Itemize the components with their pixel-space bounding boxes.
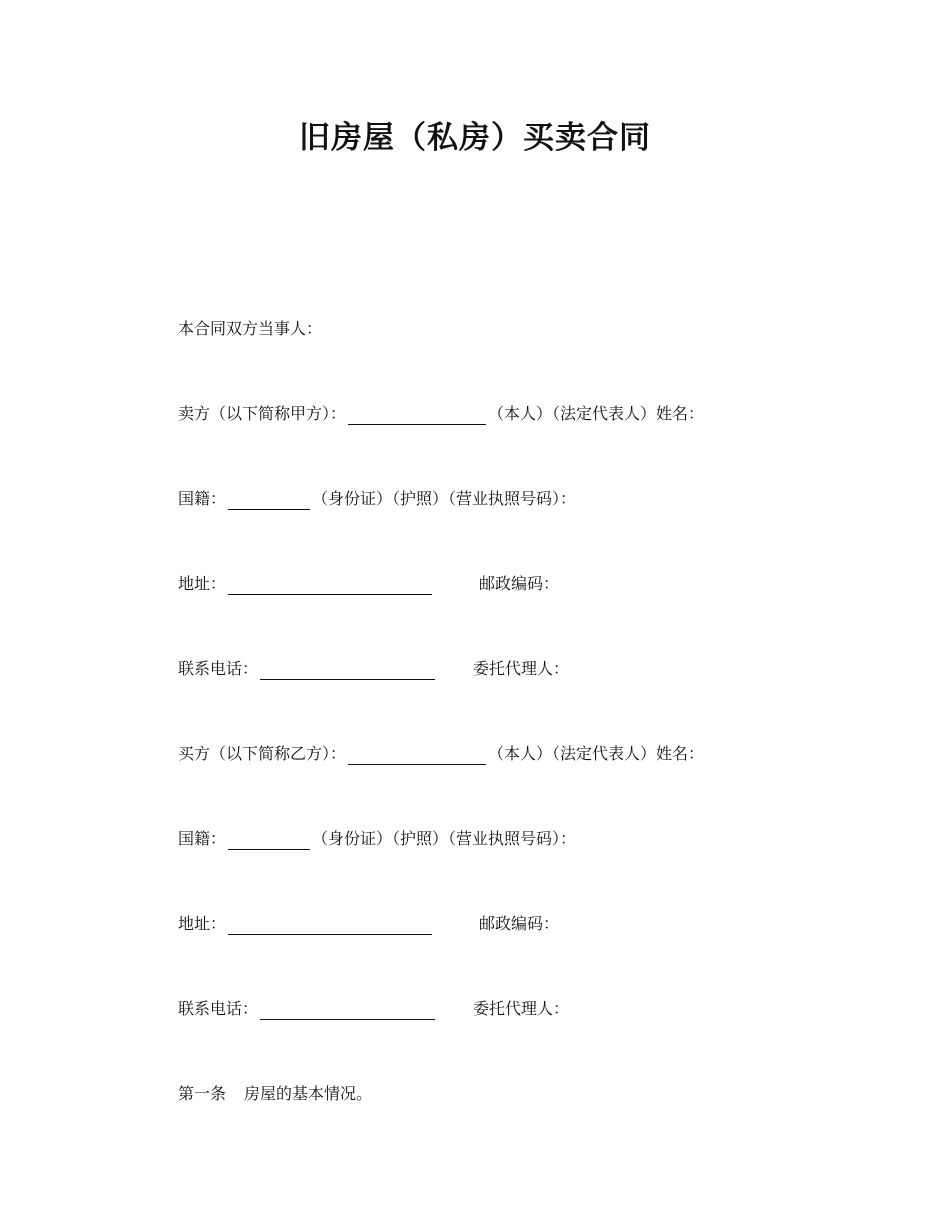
seller-address-blank[interactable]: [228, 578, 432, 595]
seller-nationality-label: 国籍：: [178, 489, 227, 508]
document-title: 旧房屋（私房）买卖合同: [299, 120, 651, 156]
seller-nationality-suffix: （身份证）（护照）（营业执照号码）：: [312, 489, 577, 508]
seller-party-label: 卖方（以下简称甲方）：: [178, 404, 347, 423]
buyer-postcode-label: 邮政编码：: [479, 914, 560, 933]
buyer-agent-label: 委托代理人：: [473, 999, 570, 1018]
seller-party-suffix: （本人）（法定代表人）姓名：: [488, 404, 705, 423]
seller-phone-line: [178, 658, 569, 680]
buyer-party-suffix: （本人）（法定代表人）姓名：: [488, 744, 705, 763]
buyer-phone-blank[interactable]: [260, 1003, 435, 1020]
buyer-name-blank[interactable]: [348, 748, 486, 765]
seller-name-blank[interactable]: [348, 408, 486, 425]
seller-postcode-label: 邮政编码：: [479, 574, 560, 593]
intro-text: 本合同双方当事人：: [178, 319, 323, 338]
article-1-line: [178, 1083, 372, 1105]
buyer-address-label: 地址：: [178, 914, 227, 933]
intro-line: [178, 318, 322, 340]
buyer-party-line: [178, 743, 704, 765]
buyer-nationality-label: 国籍：: [178, 829, 227, 848]
buyer-nationality-blank[interactable]: [228, 833, 310, 850]
buyer-nationality-line: [178, 828, 576, 850]
seller-address-line: [178, 573, 559, 595]
buyer-nationality-suffix: （身份证）（护照）（营业执照号码）：: [312, 829, 577, 848]
buyer-party-label: 买方（以下简称乙方）：: [178, 744, 347, 763]
seller-party-line: [178, 403, 704, 425]
buyer-phone-line: [178, 998, 569, 1020]
buyer-address-blank[interactable]: [228, 918, 432, 935]
seller-nationality-line: [178, 488, 576, 510]
seller-agent-label: 委托代理人：: [473, 659, 570, 678]
seller-phone-label: 联系电话：: [178, 659, 259, 678]
seller-phone-blank[interactable]: [260, 663, 435, 680]
buyer-phone-label: 联系电话：: [178, 999, 259, 1018]
article-1-text: 房屋的基本情况。: [244, 1084, 373, 1103]
article-1-number: 第一条: [178, 1084, 227, 1103]
seller-nationality-blank[interactable]: [228, 493, 310, 510]
buyer-address-line: [178, 913, 559, 935]
seller-address-label: 地址：: [178, 574, 227, 593]
